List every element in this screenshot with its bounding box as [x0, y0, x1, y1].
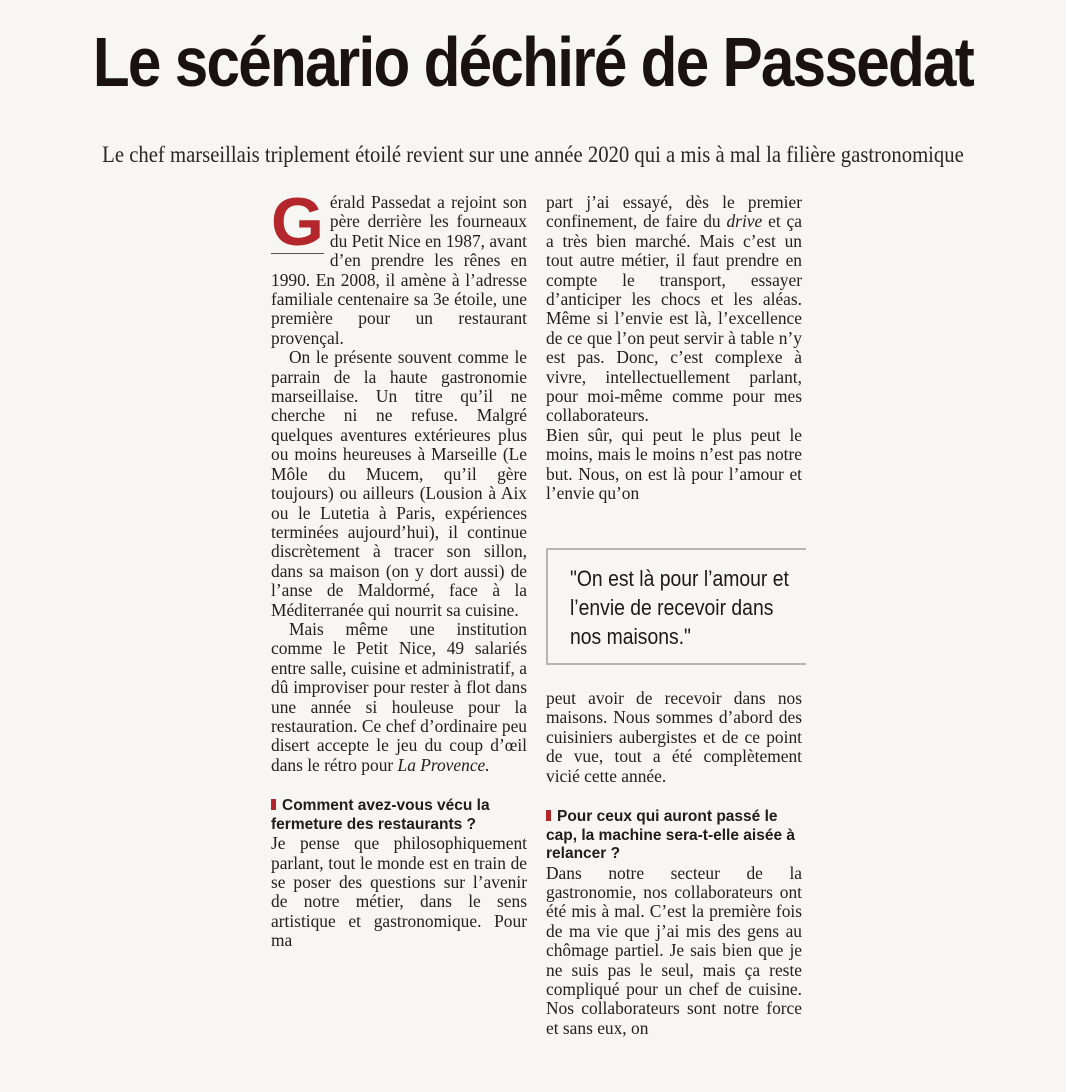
- question-2: [546, 808, 802, 864]
- headline: Le scénario déchiré de Passedat: [92, 23, 974, 101]
- question-marker-icon: [271, 799, 276, 810]
- question-marker-icon: [546, 810, 551, 821]
- answer-2: Dans notre secteur de la gastronomie, nos collaborateurs ont été mis à mal. C’est la première fois de ma vie que j’ai mis des gens au chômage partiel. Je sais bien que je ne suis pas le seul, mais ça reste compliqué pour un chef de cuisine. Nos collaborateurs sont notre force et sans eux, on: [546, 862, 802, 1038]
- paragraph-intro: [271, 184, 527, 348]
- answer-1-continued-a: part j’ai essayé, dès le premier confinement, de faire du: [546, 192, 802, 232]
- answer-1: Je pense que philosophiquement parlant, tout le monde est en train de se poser des questions sur l’avenir de notre métier, dans le sens artistique et gastronomique. Pour ma: [271, 833, 527, 951]
- question-1: [271, 797, 527, 834]
- pull-quote: [546, 548, 806, 665]
- paragraph-3: [271, 620, 527, 775]
- question-1-text: Comment avez-vous vécu la fermeture des restaurants ?: [271, 797, 490, 833]
- paragraph-2: On le présente souvent comme le parrain de la haute gastronomie marseillaise. Un titre qu’il ne cherche ni ne refuse. Malgré quelques aventures extérieures plus ou moins heureuses à Marseille (Le Môle du Mucem, qu’il gère toujours) ou ailleurs (Lousion à Aix ou le Lutetia à Paris, expériences terminées aujourd’hui), il continue discrètement à tracer son sillon, dans sa maison (on y dort aussi) de l’anse de Maldormé, face à la Méditerranée qui nourrit sa cuisine.: [271, 347, 527, 620]
- question-2-text: Pour ceux qui auront passé le cap, la machine sera-t-elle aisée à relancer ?: [546, 808, 795, 863]
- column-1: [271, 184, 527, 951]
- answer-1-paragraph-2-continued: peut avoir de recevoir dans nos maisons. Nous sommes d’abord des cuisiniers aubergistes et de ce point de vue, tout a été complètement vicié cette année.: [546, 688, 802, 786]
- paragraph-intro-text: érald Passedat a rejoint son père derrière les fourneaux du Petit Nice en 1987, avant d’en prendre les rênes en 1990. En 2008, il amène à l’adresse familiale centenaire sa 3e étoile, une première pour un restaurant provençal.: [271, 192, 527, 348]
- answer-1-continued: [546, 193, 802, 426]
- answer-1-paragraph-2: Bien sûr, qui peut le plus peut le moins, mais le moins n’est pas notre but. Nous, on est là pour l’amour et l’envie qu’on: [546, 424, 802, 504]
- subheadline: Le chef marseillais triplement étoilé revient sur une année 2020 qui a mis à mal la filière gastronomique: [102, 142, 964, 167]
- paragraph-3-italic: La Provence.: [397, 754, 490, 775]
- paragraph-3-text: Mais même une institution comme le Petit Nice, 49 salariés entre salle, cuisine et administratif, a dû improviser pour rester à flot dans une année si houleuse pour la restauration. Ce chef d’ordinaire peu disert accepte le jeu du coup d’œil dans le rétro pour: [271, 618, 527, 775]
- pull-quote-text: "On est là pour l’amour et l’envie de recevoir dans nos maisons.": [570, 566, 789, 649]
- column-2-bottom: [546, 689, 802, 1038]
- column-2-top: [546, 193, 802, 504]
- answer-1-continued-b: et ça a très bien marché. Mais c’est un tout autre métier, il faut prendre en compte le transport, essayer d’anticiper les chocs et les aléas. Même si l’envie est là, l’excellence de ce que l’on peut servir à table n’y est pas. Donc, c’est complexe à vivre, intellectuellement parlant, pour moi-même comme pour mes collaborateurs.: [546, 211, 802, 426]
- drop-cap: G: [271, 184, 324, 260]
- answer-1-continued-italic: drive: [726, 211, 763, 232]
